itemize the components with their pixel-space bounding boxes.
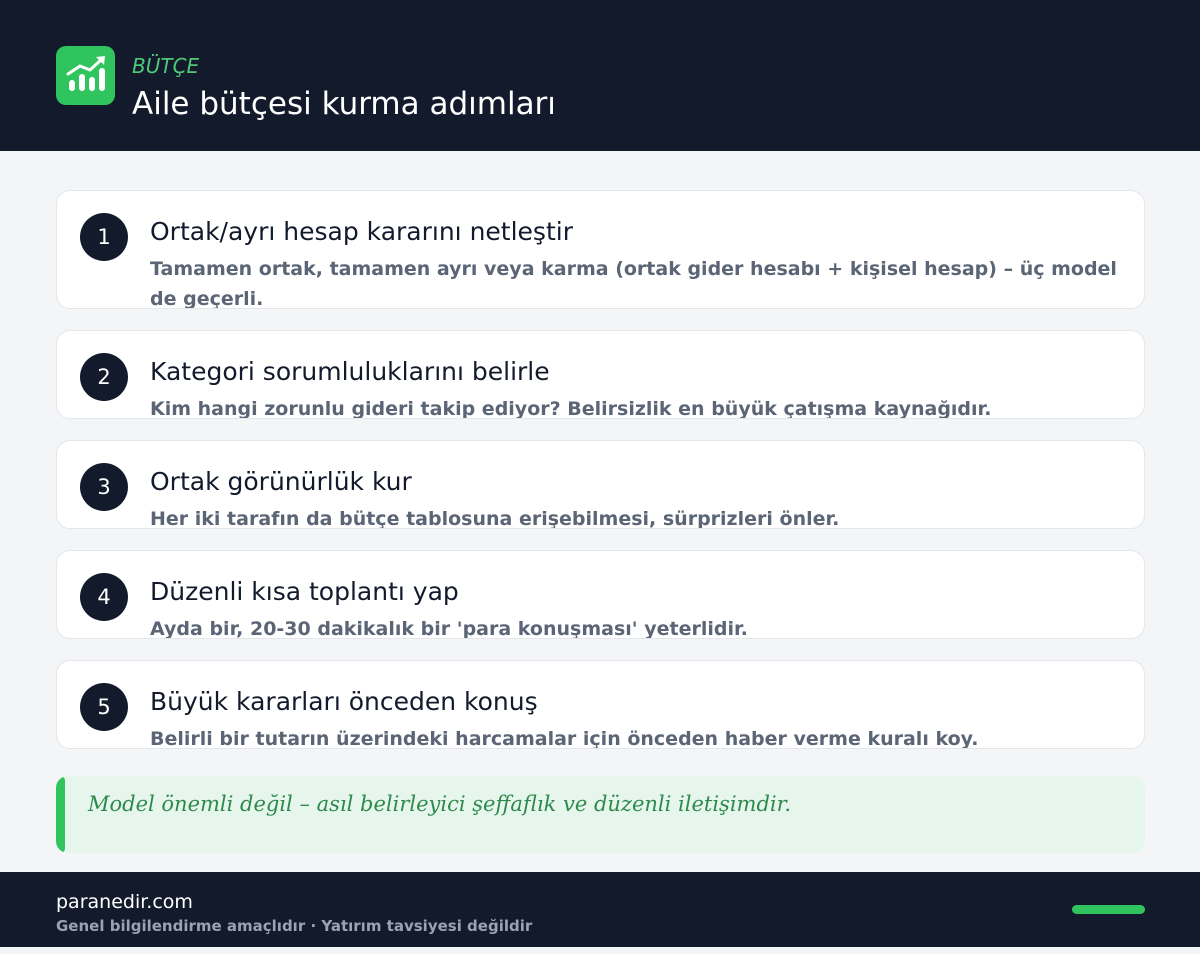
page-header — [0, 0, 1200, 151]
step-description: Ayda bir, 20-30 dakikalık bir 'para konuşması' yeterlidir. — [150, 618, 748, 639]
step-number-badge: 4 — [80, 573, 128, 621]
step-card — [56, 660, 1145, 749]
site-name: paranedir.com — [56, 891, 193, 913]
step-card — [56, 330, 1145, 419]
step-title: Ortak görünürlük kur — [150, 467, 412, 496]
category-label: BÜTÇE — [132, 54, 200, 78]
step-description: Belirli bir tutarın üzerindeki harcamalar için önceden haber verme kuralı koy. — [150, 728, 979, 749]
page-title: Aile bütçesi kurma adımları — [132, 86, 556, 122]
step-number-badge: 5 — [80, 683, 128, 731]
logo — [56, 46, 115, 105]
step-number-badge: 3 — [80, 463, 128, 511]
step-number-badge: 1 — [80, 213, 128, 261]
footer-accent-bar — [1072, 905, 1145, 914]
step-card — [56, 190, 1145, 309]
step-title: Büyük kararları önceden konuş — [150, 687, 538, 716]
step-title: Düzenli kısa toplantı yap — [150, 577, 459, 606]
step-title: Ortak/ayrı hesap kararını netleştir — [150, 217, 573, 246]
step-description: Kim hangi zorunlu gideri takip ediyor? Belirsizlik en büyük çatışma kaynağıdır. — [150, 398, 992, 419]
step-card — [56, 440, 1145, 529]
step-card — [56, 550, 1145, 639]
step-description: Tamamen ortak, tamamen ayrı veya karma (ortak gider hesabı + kişisel hesap) – üç model de geçerli. — [150, 258, 1117, 309]
step-description: Her iki tarafın da bütçe tablosuna erişebilmesi, sürprizleri önler. — [150, 508, 840, 529]
note-accent-bar — [56, 776, 65, 853]
summary-note — [56, 776, 1145, 853]
bar-chart-trend-icon — [56, 46, 115, 105]
disclaimer-text: Genel bilgilendirme amaçlıdır · Yatırım tavsiyesi değildir — [56, 917, 533, 935]
step-title: Kategori sorumluluklarını belirle — [150, 357, 550, 386]
note-text: Model önemli değil – asıl belirleyici şeffaflık ve düzenli iletişimdir. — [88, 792, 792, 816]
page-footer — [0, 872, 1200, 947]
step-number-badge: 2 — [80, 353, 128, 401]
